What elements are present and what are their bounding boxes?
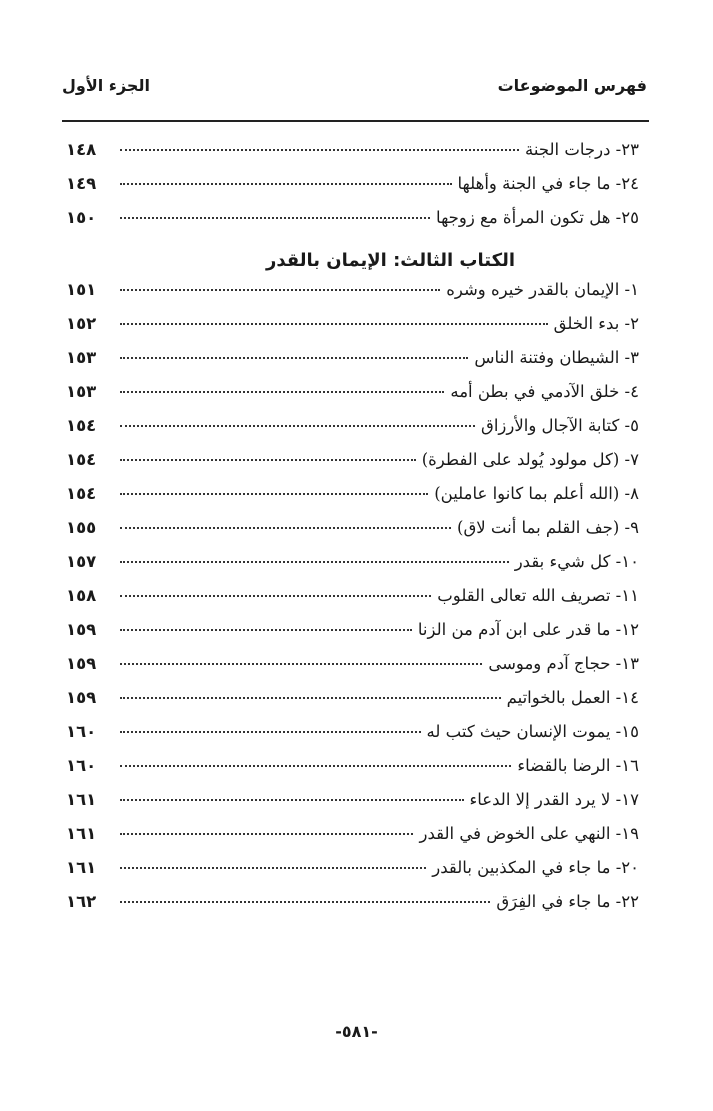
toc-entry (66, 416, 639, 450)
dot-leader (120, 149, 519, 151)
toc-entry-title: ١٢- ما قدر على ابن آدم من الزنا (417, 620, 639, 639)
toc-entry-title: ١٧- لا يرد القدر إلا الدعاء (469, 790, 639, 809)
toc-entry-page: ١٥٠ (66, 208, 97, 227)
running-header (62, 76, 647, 106)
dot-leader (120, 527, 451, 529)
toc-entry-page: ١٥٥ (66, 518, 97, 537)
toc-entry-title: ٨- (الله أعلم بما كانوا عاملين) (434, 484, 639, 503)
toc-entry-page: ١٥٩ (66, 688, 97, 707)
dot-leader (120, 663, 482, 665)
toc-entry-page: ١٥٤ (66, 416, 97, 435)
toc-entry-title: ٢٤- ما جاء في الجنة وأهلها (457, 174, 639, 193)
dot-leader (120, 217, 430, 219)
toc-entry-title: ٤- خلق الآدمي في بطن أمه (450, 382, 639, 401)
header-section-title: فهرس الموضوعات (497, 76, 647, 95)
toc-entry (66, 140, 639, 174)
toc-entries-current-section (66, 280, 639, 926)
toc-entry (66, 586, 639, 620)
toc-entry (66, 824, 639, 858)
toc-entry-title: ٢٠- ما جاء في المكذبين بالقدر (432, 858, 639, 877)
dot-leader (120, 425, 475, 427)
toc-entry-title: ١٤- العمل بالخواتيم (506, 688, 639, 707)
toc-entry (66, 484, 639, 518)
dot-leader (120, 901, 490, 903)
dot-leader (120, 595, 431, 597)
toc-entry-page: ١٥٣ (66, 348, 97, 367)
toc-entry-title: ١٠- كل شيء بقدر (514, 552, 639, 571)
toc-entry-page: ١٤٨ (66, 140, 97, 159)
dot-leader (120, 867, 426, 869)
toc-entry-title: ٢٣- درجات الجنة (525, 140, 639, 159)
toc-entry-page: ١٦٢ (66, 892, 97, 911)
dot-leader (120, 323, 548, 325)
toc-entry (66, 858, 639, 892)
toc-entry-page: ١٦٠ (66, 756, 97, 775)
toc-entry (66, 314, 639, 348)
toc-entry-page: ١٥٩ (66, 654, 97, 673)
toc-entry-title: ١٣- حجاج آدم وموسى (488, 654, 639, 673)
dot-leader (120, 799, 464, 801)
toc-entry-page: ١٥٤ (66, 450, 97, 469)
toc-entry (66, 654, 639, 688)
toc-entry (66, 174, 639, 208)
toc-entry-page: ١٥٨ (66, 586, 97, 605)
toc-entry (66, 208, 639, 242)
toc-entry-page: ١٦١ (66, 790, 97, 809)
toc-entry-title: ١٦- الرضا بالقضاء (517, 756, 639, 775)
toc-entry-page: ١٦١ (66, 858, 97, 877)
toc-entry-page: ١٤٩ (66, 174, 97, 193)
toc-entry (66, 348, 639, 382)
toc-entry-page: ١٥١ (66, 280, 97, 299)
dot-leader (120, 391, 444, 393)
toc-entry-title: ١١- تصريف الله تعالى القلوب (437, 586, 639, 605)
toc-entry (66, 518, 639, 552)
toc-entry (66, 756, 639, 790)
table-of-contents (66, 140, 639, 926)
toc-entry (66, 382, 639, 416)
toc-entry-title: ٩- (جف القلم بما أنت لاق) (457, 518, 639, 537)
toc-entry-page: ١٦١ (66, 824, 97, 843)
dot-leader (120, 833, 413, 835)
dot-leader (120, 561, 509, 563)
toc-entry (66, 450, 639, 484)
toc-entry-title: ١٥- يموت الإنسان حيث كتب له (426, 722, 639, 741)
section-heading: الكتاب الثالث: الإيمان بالقدر (266, 250, 515, 271)
toc-entry (66, 722, 639, 756)
dot-leader (120, 357, 468, 359)
toc-entry (66, 892, 639, 926)
toc-entry-page: ١٦٠ (66, 722, 97, 741)
toc-entries-previous-section (66, 140, 639, 242)
dot-leader (120, 289, 440, 291)
toc-entry (66, 790, 639, 824)
toc-entry (66, 688, 639, 722)
toc-entry-title: ٢٢- ما جاء في الفِرَق (496, 892, 639, 911)
toc-entry (66, 620, 639, 654)
dot-leader (120, 697, 501, 699)
toc-entry-page: ١٥٩ (66, 620, 97, 639)
dot-leader (120, 459, 416, 461)
page-number: -٥٨١- (335, 1022, 378, 1041)
header-volume-label: الجزء الأول (62, 76, 150, 95)
toc-entry-title: ٢٥- هل تكون المرأة مع زوجها (436, 208, 639, 227)
toc-entry (66, 552, 639, 586)
toc-entry-page: ١٥٧ (66, 552, 97, 571)
toc-entry-page: ١٥٢ (66, 314, 97, 333)
toc-entry-title: ١٩- النهي على الخوض في القدر (419, 824, 639, 843)
toc-entry-title: ٣- الشيطان وفتنة الناس (474, 348, 639, 367)
toc-entry-title: ١- الإيمان بالقدر خيره وشره (446, 280, 639, 299)
toc-entry-page: ١٥٣ (66, 382, 97, 401)
dot-leader (120, 183, 452, 185)
dot-leader (120, 765, 511, 767)
dot-leader (120, 493, 428, 495)
toc-entry-page: ١٥٤ (66, 484, 97, 503)
toc-entry (66, 280, 639, 314)
toc-entry-title: ٥- كتابة الآجال والأرزاق (481, 416, 639, 435)
toc-entry-title: ٢- بدء الخلق (553, 314, 639, 333)
dot-leader (120, 629, 412, 631)
toc-entry-title: ٧- (كل مولود يُولد على الفطرة) (421, 450, 639, 469)
header-rule (62, 120, 649, 122)
dot-leader (120, 731, 421, 733)
